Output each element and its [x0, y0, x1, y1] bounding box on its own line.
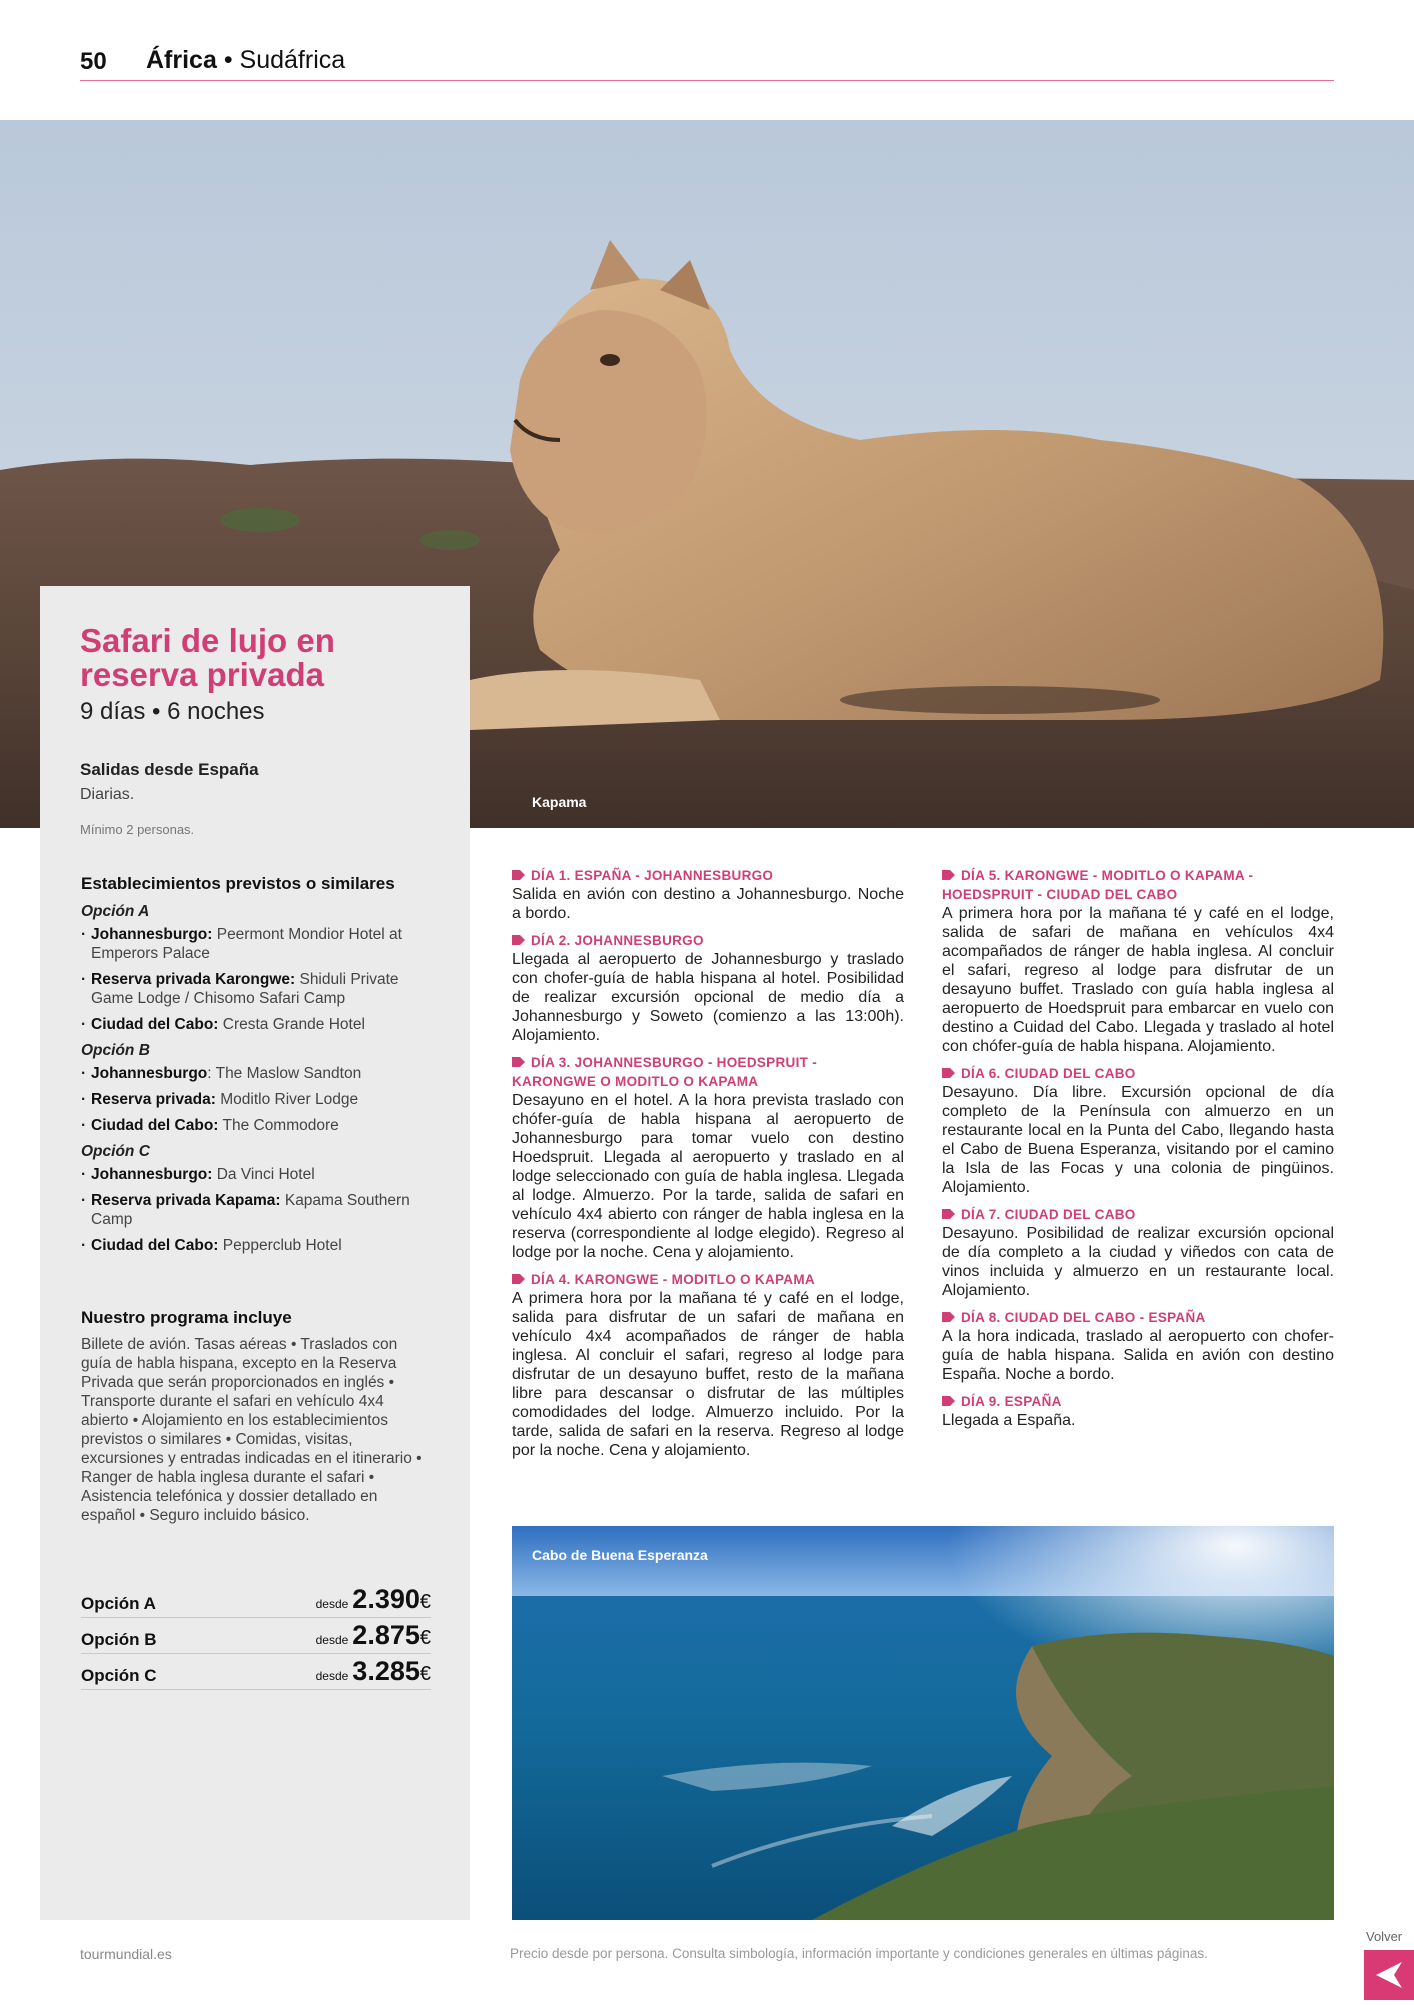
price-row	[81, 1582, 431, 1618]
tag-icon	[942, 1068, 955, 1078]
tag-icon	[512, 935, 525, 945]
itinerary-day	[512, 866, 904, 923]
trip-summary-panel	[40, 586, 470, 1920]
section-title	[146, 46, 345, 75]
day-title: DÍA 9. ESPAÑA	[961, 1394, 1062, 1409]
page-number: 50	[80, 48, 107, 75]
day-title: DÍA 2. JOHANNESBURGO	[531, 933, 704, 948]
cape-caption: Cabo de Buena Esperanza	[532, 1547, 708, 1563]
list-item: · Ciudad del Cabo: Cresta Grande Hotel	[81, 1015, 441, 1034]
list-item: · Reserva privada Karongwe: Shiduli Private Game Lodge / Chisomo Safari Camp	[81, 970, 441, 1008]
departures-value: Diarias.	[80, 786, 135, 803]
hero-caption: Kapama	[532, 794, 587, 810]
price-row	[81, 1654, 431, 1690]
establishments-title: Establecimientos previstos o similares	[81, 874, 395, 893]
list-item: · Reserva privada: Moditlo River Lodge	[81, 1090, 441, 1109]
tag-icon	[942, 1312, 955, 1322]
day-title: DÍA 5. KARONGWE - MODITLO O KAPAMA - HOEDSPRUIT - CIUDAD DEL CABO	[942, 868, 1254, 902]
day-text: A primera hora por la mañana té y café en el lodge, salida de safari de mañana en vehículos 4x4 acompañados de ránger de habla inglesa. Al concluir el safari, regreso al lodge para disfrutar de un desayuno buffet. Traslado con guía habla inglesa al aeropuerto de Hoedspruit para embarcar en vuelo con destino a Cuidad del Cabo. Llegada y traslado al hotel con chófer-guía de habla hispana. Alojamiento.	[942, 905, 1334, 1055]
itinerary-column-1	[512, 866, 904, 1468]
price-option-label: Opción C	[81, 1666, 157, 1685]
day-text: Llegada al aeropuerto de Johannesburgo y traslado con chofer-guía de habla hispana al hotel. Posibilidad de realizar excursión opcional de medio día a Johannesburgo y Soweto (comienzo a las 13:00h). Alojamiento.	[512, 951, 904, 1044]
page-header	[80, 44, 1334, 81]
itinerary-day	[512, 931, 904, 1045]
cape-good-hope-photo	[512, 1526, 1334, 1920]
price-option-label: Opción A	[81, 1594, 156, 1613]
back-label[interactable]: Volver	[1366, 1929, 1403, 1944]
day-text: A primera hora por la mañana té y café en el lodge, salida para disfrutar de un safari de mañana en vehículo 4x4 acompañados de ránger de habla inglesa. Al concluir el safari, regreso al lodge para disfrutar de un desayuno buffet, resto de la mañana libre para descansar o disfrutar de las múltiples comodidades del lodge. Almuerzo incluido. Por la tarde, salida de safari en la reserva. Regreso al lodge por la noche. Cena y alojamiento.	[512, 1290, 904, 1459]
tag-icon	[942, 870, 955, 880]
list-item: · Johannesburgo: The Maslow Sandton	[81, 1064, 441, 1083]
itinerary-column-2	[942, 866, 1334, 1438]
list-item: · Johannesburgo: Peermont Mondior Hotel at Emperors Palace	[81, 925, 441, 963]
tag-icon	[512, 1057, 525, 1067]
option-c-title: Opción C	[81, 1143, 150, 1160]
tag-icon	[942, 1209, 955, 1219]
day-text: Desayuno en el hotel. A la hora prevista traslado con chófer-guía de habla hispana al aeropuerto de Johannesburgo para tomar vuelo con destino Hoedspruit. Llegada al aeropuerto y traslado en al lodge seleccionado con guía de habla inglesa. Llegada al lodge. Almuerzo. Por la tarde, salida de safari en vehículo 4x4 abierto con ránger de habla inglesa en la reserva (correspondiente al lodge elegido). Regreso al lodge por la noche. Cena y alojamiento.	[512, 1092, 904, 1261]
day-text: Desayuno. Posibilidad de realizar excursión opcional de día completo a la ciudad y viñedos con cata de vinos incluida y almuerzo en un restaurante local. Alojamiento.	[942, 1225, 1334, 1299]
day-title: DÍA 4. KARONGWE - MODITLO O KAPAMA	[531, 1272, 815, 1287]
day-title: DÍA 7. CIUDAD DEL CABO	[961, 1207, 1136, 1222]
list-item: · Ciudad del Cabo: The Commodore	[81, 1116, 441, 1135]
itinerary-day	[942, 1205, 1334, 1300]
day-text: Llegada a España.	[942, 1412, 1076, 1429]
arrow-left-icon	[1364, 1950, 1414, 2000]
footer-price-note: Precio desde por persona. Consulta simbología, información importante y condiciones generales en últimas páginas.	[510, 1946, 1208, 1961]
price-table	[81, 1582, 431, 1690]
establishments-list	[81, 900, 441, 1262]
price-value: desde 3.285€	[315, 1656, 431, 1686]
itinerary-day	[942, 866, 1334, 1056]
day-text: A la hora indicada, traslado al aeropuerto con chofer-guía de habla hispana. Salida en avión con destino España. Noche a bordo.	[942, 1328, 1334, 1383]
program-text: Billete de avión. Tasas aéreas • Traslados con guía de habla hispana, excepto en la Reserva Privada que serán proporcionados en inglés • Transporte durante el safari en vehículo 4x4 abierto • Alojamiento en los establecimientos previstos o similares • Comidas, visitas, excursiones y entradas indicadas en el itinerario • Ranger de habla inglesa durante el safari • Asistencia telefónica y dossier detallado en español • Seguro incluido básico.	[81, 1336, 422, 1524]
day-title: DÍA 1. ESPAÑA - JOHANNESBURGO	[531, 868, 774, 883]
itinerary-day	[942, 1392, 1334, 1430]
list-item: · Johannesburgo: Da Vinci Hotel	[81, 1165, 441, 1184]
itinerary-day	[512, 1270, 904, 1460]
list-item: · Ciudad del Cabo: Pepperclub Hotel	[81, 1236, 441, 1255]
day-title: DÍA 6. CIUDAD DEL CABO	[961, 1066, 1136, 1081]
minimum-people: Mínimo 2 personas.	[80, 822, 195, 837]
price-value: desde 2.875€	[315, 1620, 431, 1650]
tag-icon	[942, 1396, 955, 1406]
title-separator: •	[216, 46, 240, 74]
back-button[interactable]	[1364, 1950, 1414, 2000]
trip-title: Safari de lujo en reserva privada	[80, 622, 335, 693]
region-name: África	[146, 46, 217, 74]
itinerary-day	[512, 1053, 904, 1262]
itinerary-day	[942, 1064, 1334, 1197]
price-option-label: Opción B	[81, 1630, 157, 1649]
tag-icon	[512, 870, 525, 880]
price-value: desde 2.390€	[315, 1584, 431, 1614]
tag-icon	[512, 1274, 525, 1284]
trip-duration: 9 días • 6 noches	[80, 698, 265, 725]
program-title: Nuestro programa incluye	[81, 1308, 292, 1327]
list-item: · Reserva privada Kapama: Kapama Southern Camp	[81, 1191, 441, 1229]
option-a-title: Opción A	[81, 903, 150, 920]
day-title: DÍA 3. JOHANNESBURGO - HOEDSPRUIT - KARONGWE O MODITLO O KAPAMA	[512, 1055, 818, 1089]
country-name: Sudáfrica	[239, 46, 346, 74]
departures-label: Salidas desde España	[80, 760, 259, 779]
itinerary-day	[942, 1308, 1334, 1384]
day-text: Desayuno. Día libre. Excursión opcional de día completo de la Península con almuerzo en un restaurante local en la Punta del Cabo, llegando hasta el Cabo de Buena Esperanza, visitando por el camino la Isla de las Focas y una colonia de pingüinos. Alojamiento.	[942, 1084, 1334, 1196]
price-row	[81, 1618, 431, 1654]
footer-site-link[interactable]: tourmundial.es	[80, 1946, 172, 1962]
day-text: Salida en avión con destino a Johannesburgo. Noche a bordo.	[512, 886, 904, 922]
option-b-title: Opción B	[81, 1042, 150, 1059]
day-title: DÍA 8. CIUDAD DEL CABO - ESPAÑA	[961, 1310, 1206, 1325]
